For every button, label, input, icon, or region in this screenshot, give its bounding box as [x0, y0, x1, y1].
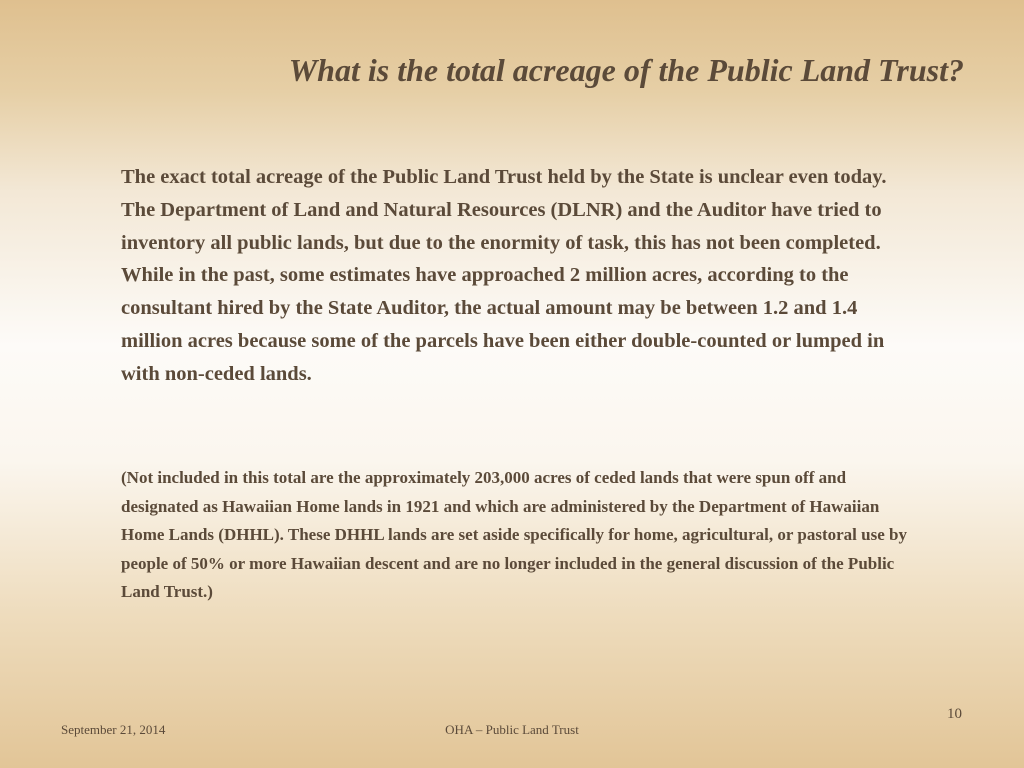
note-paragraph: (Not included in this total are the approximately 203,000 acres of ceded lands that were spun off and designated as Hawaiian Home lands in 1921 and which are administered by the Department of Hawaiian Home Lands (DHHL). These DHHL lands are set aside specifically for home, agricultural, or pastoral use by people of 50% or more Hawaiian descent and are no longer included in the general discussion of the Public Land Trust.) — [121, 468, 907, 602]
footer-date: September 21, 2014 — [61, 722, 166, 737]
slide-number: 10 — [947, 706, 962, 722]
footer-center-text: OHA – Public Land Trust — [445, 722, 579, 737]
slide-title: What is the total acreage of the Public Land Trust? — [288, 52, 964, 88]
body-paragraph: The exact total acreage of the Public Land Trust held by the State is unclear even today. The Department of Land and Natural Resources (DLNR) and the Auditor have tried to inventory all public lands, but due to the enormity of task, this has not been completed. While in the past, some estimates have approached 2 million acres, according to the consultant hired by the State Auditor, the actual amount may be between 1.2 and 1.4 million acres because some of the parcels have been either double-counted or lumped in with non-ceded lands. — [121, 166, 887, 385]
